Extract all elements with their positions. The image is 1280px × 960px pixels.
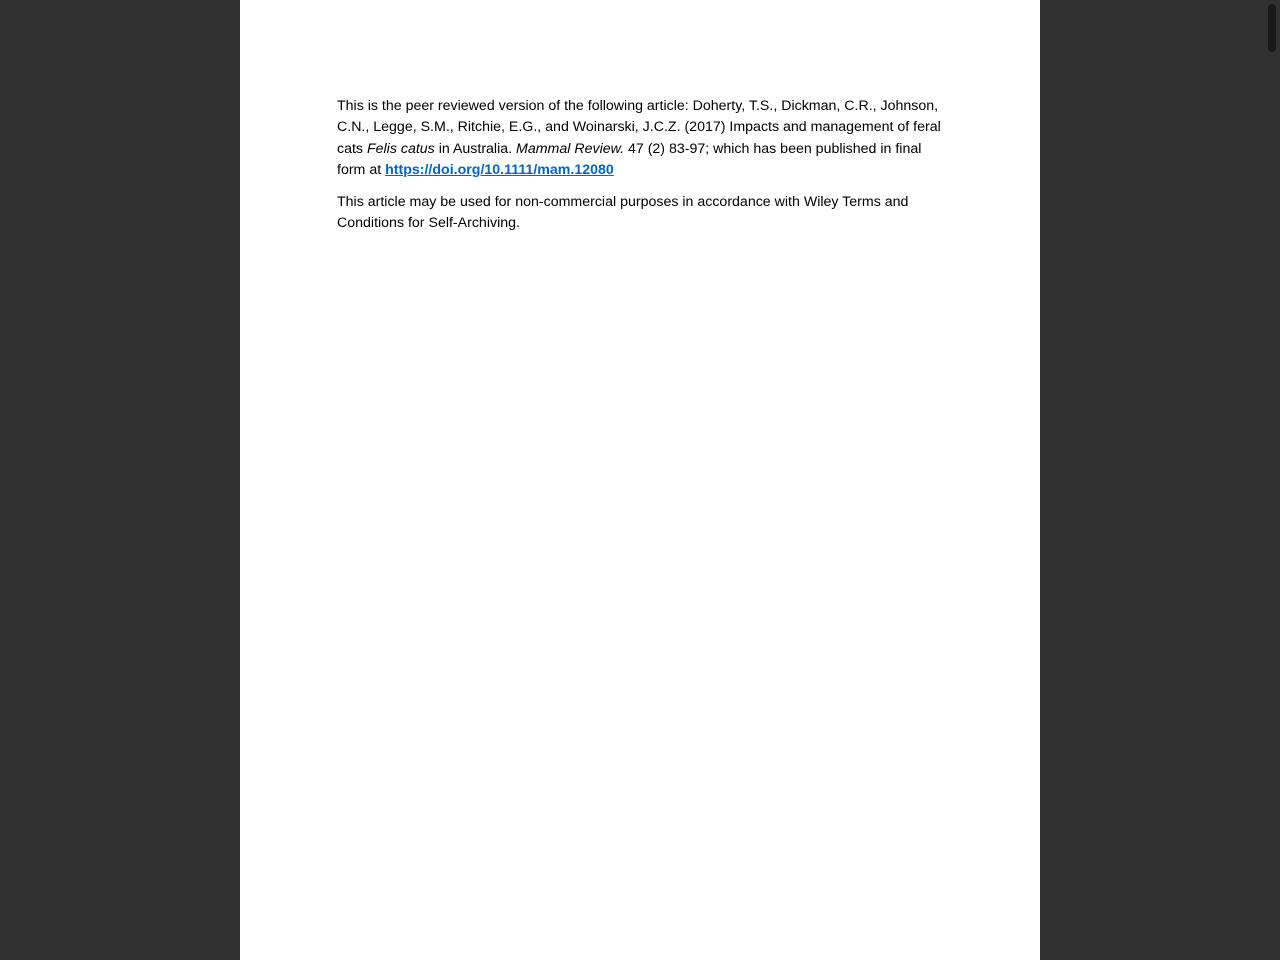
vertical-scrollbar[interactable] — [1264, 0, 1280, 960]
page-content — [337, 96, 947, 246]
document-page — [240, 0, 1040, 960]
doi-link[interactable]: https://doi.org/10.1111/mam.12080 — [385, 161, 614, 178]
citation-location-text: in Australia. — [434, 140, 517, 157]
citation-publication-text: 47 (2) 83-97; which has been published in final form at — [337, 140, 922, 178]
usage-terms-paragraph: This article may be used for non-commercial purposes in accordance with Wiley Terms and Conditions for Self-Archiving. — [337, 194, 909, 232]
species-name: Felis catus — [366, 140, 435, 157]
citation-paragraph — [337, 96, 947, 181]
scroll-thumb[interactable] — [1268, 4, 1276, 52]
citation-intro-text: This is the peer reviewed version of the following article: Doherty, T.S., Dickman, C.R., Johnson, C.N., Legge, S.M., Ritchie, E.G., and Woinarski, J.C.Z. (2017) Impacts and management of feral cats — [337, 98, 941, 157]
journal-name: Mammal Review. — [516, 140, 625, 157]
